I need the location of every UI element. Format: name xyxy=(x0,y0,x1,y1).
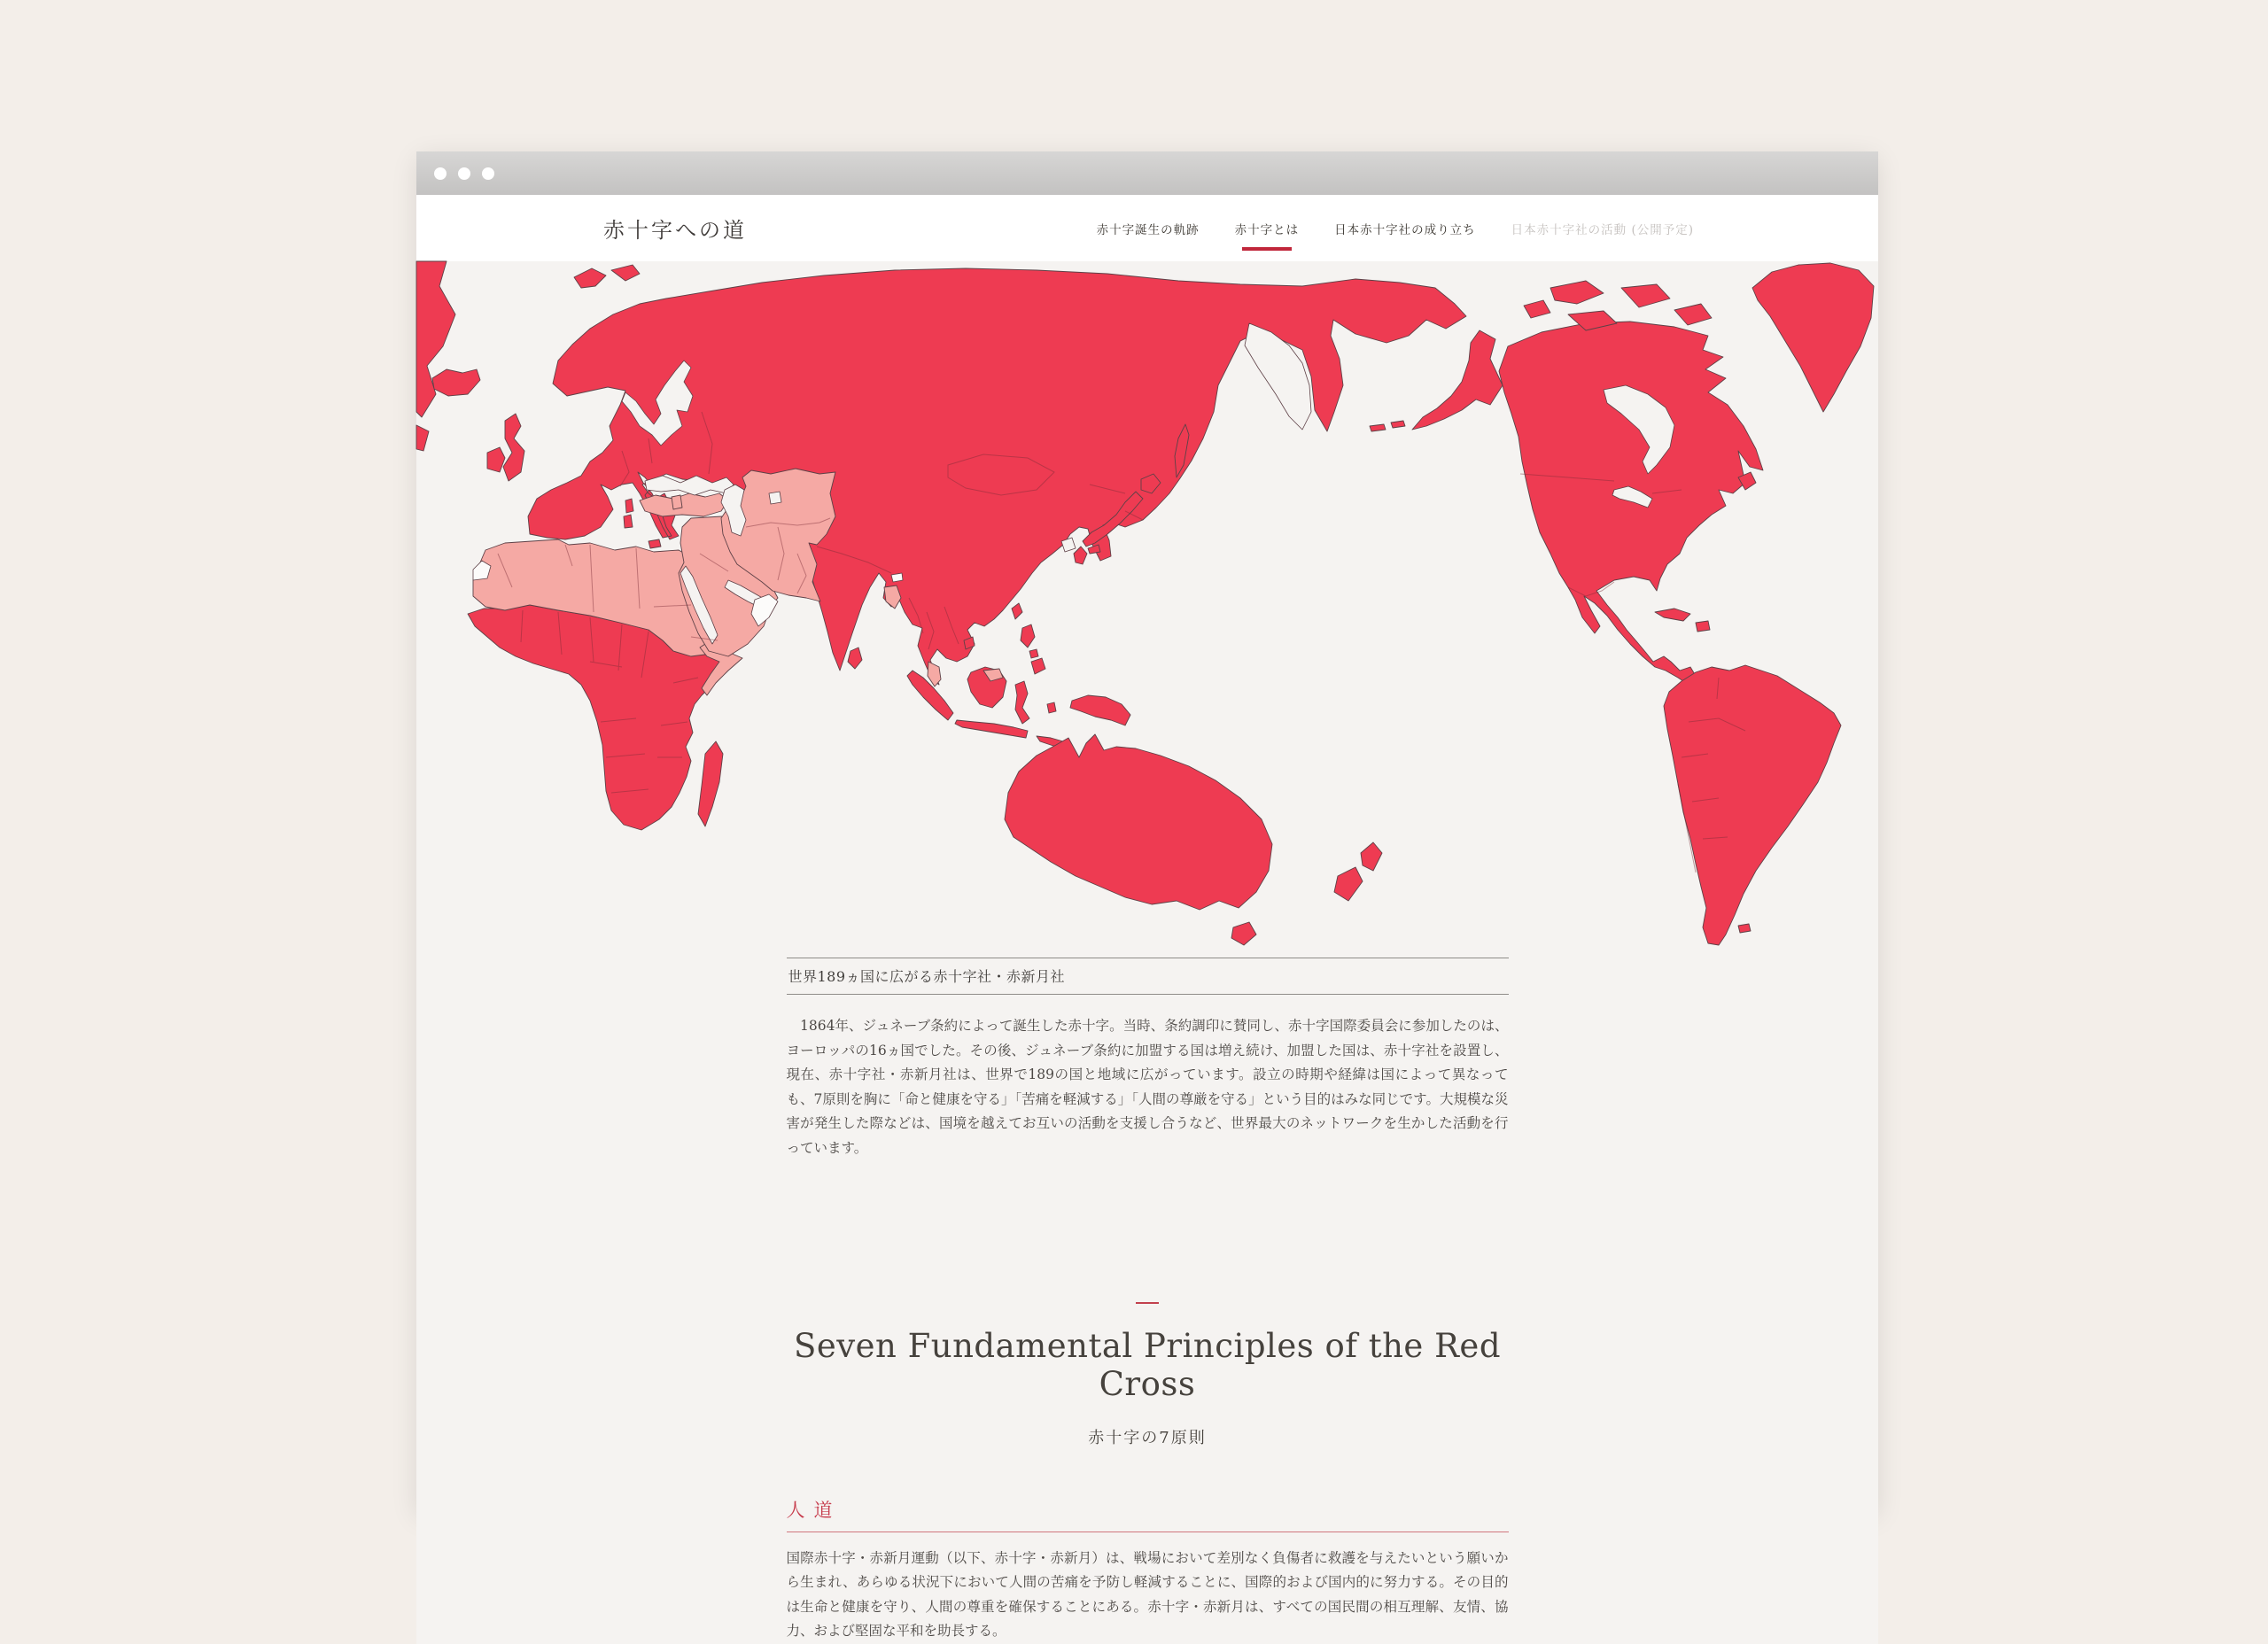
principles-heading-ja: 赤十字の7原則 xyxy=(1088,1428,1207,1447)
nav-item-history[interactable]: 赤十字誕生の軌跡 xyxy=(1096,222,1200,237)
window-dot-icon[interactable] xyxy=(458,167,470,180)
main-nav xyxy=(1097,220,1694,237)
nav-item-jrc-activities: 日本赤十字社の活動 (公開予定) xyxy=(1511,222,1694,237)
principles-heading-en: Seven Fundamental Principles of the Red Cross xyxy=(793,1327,1502,1403)
page-content xyxy=(416,958,1878,1644)
site-logo[interactable]: 赤十字への道 xyxy=(603,218,747,243)
nav-item-jrc-founding[interactable]: 日本赤十字社の成り立ち xyxy=(1334,222,1476,237)
principle-body: 国際赤十字・赤新月運動（以下、赤十字・赤新月）は、戦場において差別なく負傷者に救護を与えたいという願いから生まれ、あらゆる状況下において人間の苦痛を予防し軽減することに、国際的および国内的に努力する。その目的は生命と健康を守り、人間の尊重を確保することにある。赤十字・赤新月は、すべての国民間の相互理解、友情、協力、および堅固な平和を助長する。 xyxy=(786,1549,1509,1640)
map-caption xyxy=(787,958,1509,995)
window-dot-icon[interactable] xyxy=(434,167,447,180)
principle-title: 人道 xyxy=(786,1499,842,1521)
window-dot-icon[interactable] xyxy=(482,167,494,180)
world-map xyxy=(416,261,1878,958)
browser-window xyxy=(416,151,1878,1640)
map-caption-text: 世界189ヵ国に広がる赤十字社・赤新月社 xyxy=(788,968,1066,985)
principle-section-humanity xyxy=(787,1496,1509,1644)
world-map-svg xyxy=(416,261,1878,958)
intro-paragraph: 1864年、ジュネーブ条約によって誕生した赤十字。当時、条約調印に賛同し、赤十字国際委員会に参加したのは、ヨーロッパの16ヵ国でした。その後、ジュネーブ条約に加盟する国は増え続け、加盟した国は、赤十字社を設置し、現在、赤十字社・赤新月社は、世界で189の国と地域に広がっています。設立の時期や経緯は国によって異なっても、7原則を胸に「命と健康を守る」「苦痛を軽減する」「人間の尊厳を守る」という目的はみな同じです。大規模な災害が発生した際などは、国境を越えてお互いの活動を支援し合うなど、世界最大のネットワークを生かした活動を行っています。 xyxy=(786,1018,1509,1156)
site-header xyxy=(416,195,1878,261)
browser-titlebar xyxy=(416,151,1878,195)
section-divider xyxy=(1136,1302,1159,1304)
nav-item-about[interactable]: 赤十字とは xyxy=(1235,220,1300,237)
